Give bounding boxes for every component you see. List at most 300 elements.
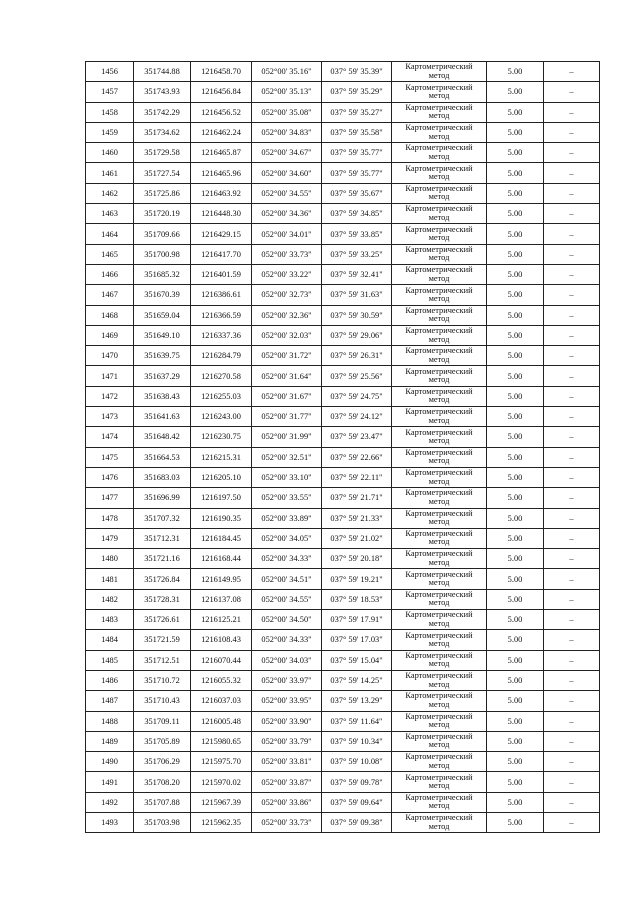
longitude-cell: 037° 59' 32.41" — [322, 264, 392, 284]
point-number-cell: 1475 — [86, 447, 134, 467]
accuracy-cell: 5.00 — [487, 122, 544, 142]
method-cell — [392, 204, 487, 224]
y-coordinate-cell: 1216197.50 — [191, 488, 252, 508]
note-cell: – — [544, 731, 600, 751]
method-cell — [392, 650, 487, 670]
accuracy-cell: 5.00 — [487, 731, 544, 751]
accuracy-cell: 5.00 — [487, 549, 544, 569]
x-coordinate-cell: 351734.62 — [134, 122, 191, 142]
method-cell — [392, 447, 487, 467]
y-coordinate-cell: 1216448.30 — [191, 204, 252, 224]
method-line-1: Картометрический — [405, 62, 473, 72]
method-line-2: метод — [428, 476, 450, 486]
longitude-cell: 037° 59' 21.02" — [322, 528, 392, 548]
latitude-cell: 052°00' 34.55" — [252, 589, 322, 609]
latitude-cell: 052°00' 32.03" — [252, 325, 322, 345]
accuracy-cell: 5.00 — [487, 508, 544, 528]
method-line-1: Картометрический — [405, 366, 473, 376]
y-coordinate-cell: 1215980.65 — [191, 731, 252, 751]
y-coordinate-cell: 1216070.44 — [191, 650, 252, 670]
note-cell: – — [544, 508, 600, 528]
latitude-cell: 052°00' 35.08" — [252, 102, 322, 122]
longitude-cell: 037° 59' 13.29" — [322, 691, 392, 711]
latitude-cell: 052°00' 34.01" — [252, 224, 322, 244]
method-line-1: Картометрический — [405, 813, 473, 823]
longitude-cell: 037° 59' 17.91" — [322, 610, 392, 630]
note-cell: – — [544, 467, 600, 487]
point-number-cell: 1471 — [86, 366, 134, 386]
accuracy-cell: 5.00 — [487, 711, 544, 731]
y-coordinate-cell: 1216168.44 — [191, 549, 252, 569]
accuracy-cell: 5.00 — [487, 447, 544, 467]
method-line-1: Картометрический — [405, 529, 473, 539]
table-row — [86, 467, 600, 487]
longitude-cell: 037° 59' 34.85" — [322, 204, 392, 224]
latitude-cell: 052°00' 34.33" — [252, 630, 322, 650]
method-line-2: метод — [428, 435, 450, 445]
method-line-2: метод — [428, 781, 450, 791]
accuracy-cell: 5.00 — [487, 670, 544, 690]
method-line-1: Картометрический — [405, 326, 473, 336]
longitude-cell: 037° 59' 33.85" — [322, 224, 392, 244]
y-coordinate-cell: 1216284.79 — [191, 346, 252, 366]
table-row — [86, 447, 600, 467]
note-cell: – — [544, 569, 600, 589]
method-line-2: метод — [428, 801, 450, 811]
accuracy-cell: 5.00 — [487, 163, 544, 183]
method-line-1: Картометрический — [405, 143, 473, 153]
note-cell: – — [544, 752, 600, 772]
accuracy-cell: 5.00 — [487, 305, 544, 325]
note-cell: – — [544, 549, 600, 569]
x-coordinate-cell: 351707.32 — [134, 508, 191, 528]
method-line-2: метод — [428, 618, 450, 628]
latitude-cell: 052°00' 33.55" — [252, 488, 322, 508]
x-coordinate-cell: 351685.32 — [134, 264, 191, 284]
latitude-cell: 052°00' 33.86" — [252, 792, 322, 812]
point-number-cell: 1465 — [86, 244, 134, 264]
method-cell — [392, 386, 487, 406]
latitude-cell: 052°00' 33.95" — [252, 691, 322, 711]
longitude-cell: 037° 59' 29.06" — [322, 325, 392, 345]
table-row — [86, 731, 600, 751]
note-cell: – — [544, 407, 600, 427]
method-line-2: метод — [428, 233, 450, 243]
x-coordinate-cell: 351638.43 — [134, 386, 191, 406]
table-row — [86, 752, 600, 772]
y-coordinate-cell: 1216205.10 — [191, 467, 252, 487]
y-coordinate-cell: 1216465.96 — [191, 163, 252, 183]
x-coordinate-cell: 351708.20 — [134, 772, 191, 792]
y-coordinate-cell: 1216386.61 — [191, 285, 252, 305]
latitude-cell: 052°00' 33.73" — [252, 244, 322, 264]
table-row — [86, 792, 600, 812]
accuracy-cell: 5.00 — [487, 752, 544, 772]
point-number-cell: 1457 — [86, 82, 134, 102]
point-number-cell: 1488 — [86, 711, 134, 731]
method-line-2: метод — [428, 273, 450, 283]
method-cell — [392, 731, 487, 751]
x-coordinate-cell: 351637.29 — [134, 366, 191, 386]
latitude-cell: 052°00' 34.36" — [252, 204, 322, 224]
method-line-1: Картометрический — [405, 447, 473, 457]
point-number-cell: 1463 — [86, 204, 134, 224]
x-coordinate-cell: 351709.66 — [134, 224, 191, 244]
y-coordinate-cell: 1215970.02 — [191, 772, 252, 792]
method-line-1: Картометрический — [405, 468, 473, 478]
table-body — [86, 62, 600, 833]
method-cell — [392, 264, 487, 284]
point-number-cell: 1460 — [86, 143, 134, 163]
point-number-cell: 1462 — [86, 183, 134, 203]
table-row — [86, 62, 600, 82]
method-line-1: Картометрический — [405, 488, 473, 498]
method-line-2: метод — [428, 334, 450, 344]
accuracy-cell: 5.00 — [487, 285, 544, 305]
point-number-cell: 1490 — [86, 752, 134, 772]
table-row — [86, 285, 600, 305]
longitude-cell: 037° 59' 24.75" — [322, 386, 392, 406]
x-coordinate-cell: 351683.03 — [134, 467, 191, 487]
method-cell — [392, 528, 487, 548]
y-coordinate-cell: 1216137.08 — [191, 589, 252, 609]
longitude-cell: 037° 59' 25.56" — [322, 366, 392, 386]
method-cell — [392, 569, 487, 589]
method-line-2: метод — [428, 70, 450, 80]
table-row — [86, 569, 600, 589]
accuracy-cell: 5.00 — [487, 630, 544, 650]
note-cell: – — [544, 346, 600, 366]
accuracy-cell: 5.00 — [487, 366, 544, 386]
method-line-1: Картометрический — [405, 671, 473, 681]
note-cell: – — [544, 325, 600, 345]
accuracy-cell: 5.00 — [487, 386, 544, 406]
accuracy-cell: 5.00 — [487, 691, 544, 711]
note-cell: – — [544, 670, 600, 690]
method-line-1: Картометрический — [405, 589, 473, 599]
accuracy-cell: 5.00 — [487, 224, 544, 244]
note-cell: – — [544, 62, 600, 82]
longitude-cell: 037° 59' 26.31" — [322, 346, 392, 366]
latitude-cell: 052°00' 33.22" — [252, 264, 322, 284]
y-coordinate-cell: 1216456.52 — [191, 102, 252, 122]
y-coordinate-cell: 1216230.75 — [191, 427, 252, 447]
longitude-cell: 037° 59' 21.33" — [322, 508, 392, 528]
table-row — [86, 772, 600, 792]
longitude-cell: 037° 59' 35.29" — [322, 82, 392, 102]
x-coordinate-cell: 351725.86 — [134, 183, 191, 203]
method-line-2: метод — [428, 638, 450, 648]
note-cell: – — [544, 610, 600, 630]
method-line-1: Картометрический — [405, 123, 473, 133]
point-number-cell: 1492 — [86, 792, 134, 812]
table-row — [86, 325, 600, 345]
note-cell: – — [544, 711, 600, 731]
accuracy-cell: 5.00 — [487, 244, 544, 264]
x-coordinate-cell: 351639.75 — [134, 346, 191, 366]
table-row — [86, 346, 600, 366]
y-coordinate-cell: 1216456.84 — [191, 82, 252, 102]
table-row — [86, 244, 600, 264]
accuracy-cell: 5.00 — [487, 82, 544, 102]
latitude-cell: 052°00' 32.36" — [252, 305, 322, 325]
note-cell: – — [544, 691, 600, 711]
method-line-1: Картометрический — [405, 204, 473, 214]
point-number-cell: 1458 — [86, 102, 134, 122]
table-row — [86, 610, 600, 630]
longitude-cell: 037° 59' 17.03" — [322, 630, 392, 650]
accuracy-cell: 5.00 — [487, 772, 544, 792]
accuracy-cell: 5.00 — [487, 325, 544, 345]
method-line-1: Картометрический — [405, 549, 473, 559]
point-number-cell: 1483 — [86, 610, 134, 630]
method-line-1: Картометрический — [405, 265, 473, 275]
x-coordinate-cell: 351744.88 — [134, 62, 191, 82]
table-row — [86, 163, 600, 183]
note-cell: – — [544, 488, 600, 508]
method-line-2: метод — [428, 557, 450, 567]
method-line-1: Картометрический — [405, 407, 473, 417]
latitude-cell: 052°00' 31.72" — [252, 346, 322, 366]
longitude-cell: 037° 59' 33.25" — [322, 244, 392, 264]
point-number-cell: 1474 — [86, 427, 134, 447]
method-line-1: Картометрический — [405, 569, 473, 579]
note-cell: – — [544, 305, 600, 325]
y-coordinate-cell: 1216055.32 — [191, 670, 252, 690]
method-line-2: метод — [428, 517, 450, 527]
method-cell — [392, 407, 487, 427]
longitude-cell: 037° 59' 35.27" — [322, 102, 392, 122]
accuracy-cell: 5.00 — [487, 528, 544, 548]
method-line-2: метод — [428, 679, 450, 689]
method-cell — [392, 102, 487, 122]
y-coordinate-cell: 1216243.00 — [191, 407, 252, 427]
table-row — [86, 204, 600, 224]
method-line-1: Картометрический — [405, 346, 473, 356]
longitude-cell: 037° 59' 11.64" — [322, 711, 392, 731]
note-cell: – — [544, 285, 600, 305]
latitude-cell: 052°00' 35.16" — [252, 62, 322, 82]
method-line-1: Картометрический — [405, 752, 473, 762]
x-coordinate-cell: 351696.99 — [134, 488, 191, 508]
note-cell: – — [544, 650, 600, 670]
method-line-2: метод — [428, 90, 450, 100]
longitude-cell: 037° 59' 35.67" — [322, 183, 392, 203]
table-row — [86, 488, 600, 508]
y-coordinate-cell: 1216149.95 — [191, 569, 252, 589]
note-cell: – — [544, 143, 600, 163]
x-coordinate-cell: 351712.51 — [134, 650, 191, 670]
note-cell: – — [544, 447, 600, 467]
table-row — [86, 508, 600, 528]
method-line-1: Картометрический — [405, 163, 473, 173]
note-cell: – — [544, 163, 600, 183]
latitude-cell: 052°00' 34.60" — [252, 163, 322, 183]
accuracy-cell: 5.00 — [487, 102, 544, 122]
method-cell — [392, 772, 487, 792]
point-number-cell: 1464 — [86, 224, 134, 244]
method-cell — [392, 183, 487, 203]
x-coordinate-cell: 351649.10 — [134, 325, 191, 345]
x-coordinate-cell: 351648.42 — [134, 427, 191, 447]
x-coordinate-cell: 351720.19 — [134, 204, 191, 224]
method-line-1: Картометрический — [405, 184, 473, 194]
y-coordinate-cell: 1216465.87 — [191, 143, 252, 163]
accuracy-cell: 5.00 — [487, 204, 544, 224]
latitude-cell: 052°00' 33.89" — [252, 508, 322, 528]
point-number-cell: 1470 — [86, 346, 134, 366]
method-line-2: метод — [428, 659, 450, 669]
method-cell — [392, 305, 487, 325]
latitude-cell: 052°00' 31.64" — [252, 366, 322, 386]
table-row — [86, 691, 600, 711]
longitude-cell: 037° 59' 10.08" — [322, 752, 392, 772]
latitude-cell: 052°00' 31.77" — [252, 407, 322, 427]
note-cell: – — [544, 264, 600, 284]
latitude-cell: 052°00' 33.81" — [252, 752, 322, 772]
method-line-2: метод — [428, 111, 450, 121]
x-coordinate-cell: 351709.11 — [134, 711, 191, 731]
accuracy-cell: 5.00 — [487, 427, 544, 447]
accuracy-cell: 5.00 — [487, 812, 544, 832]
latitude-cell: 052°00' 31.99" — [252, 427, 322, 447]
latitude-cell: 052°00' 33.97" — [252, 670, 322, 690]
method-line-2: метод — [428, 151, 450, 161]
method-cell — [392, 589, 487, 609]
accuracy-cell: 5.00 — [487, 407, 544, 427]
method-line-2: метод — [428, 395, 450, 405]
point-number-cell: 1472 — [86, 386, 134, 406]
longitude-cell: 037° 59' 09.64" — [322, 792, 392, 812]
method-cell — [392, 630, 487, 650]
point-number-cell: 1484 — [86, 630, 134, 650]
longitude-cell: 037° 59' 35.77" — [322, 143, 392, 163]
longitude-cell: 037° 59' 20.18" — [322, 549, 392, 569]
point-number-cell: 1491 — [86, 772, 134, 792]
latitude-cell: 052°00' 33.73" — [252, 812, 322, 832]
x-coordinate-cell: 351727.54 — [134, 163, 191, 183]
point-number-cell: 1477 — [86, 488, 134, 508]
x-coordinate-cell: 351726.84 — [134, 569, 191, 589]
method-cell — [392, 792, 487, 812]
y-coordinate-cell: 1216463.92 — [191, 183, 252, 203]
latitude-cell: 052°00' 34.83" — [252, 122, 322, 142]
latitude-cell: 052°00' 34.03" — [252, 650, 322, 670]
table-row — [86, 630, 600, 650]
table-row — [86, 102, 600, 122]
note-cell: – — [544, 204, 600, 224]
point-number-cell: 1489 — [86, 731, 134, 751]
y-coordinate-cell: 1216417.70 — [191, 244, 252, 264]
y-coordinate-cell: 1216429.15 — [191, 224, 252, 244]
table-row — [86, 427, 600, 447]
point-number-cell: 1487 — [86, 691, 134, 711]
latitude-cell: 052°00' 33.87" — [252, 772, 322, 792]
note-cell: – — [544, 386, 600, 406]
table-row — [86, 82, 600, 102]
longitude-cell: 037° 59' 22.11" — [322, 467, 392, 487]
longitude-cell: 037° 59' 35.77" — [322, 163, 392, 183]
x-coordinate-cell: 351706.29 — [134, 752, 191, 772]
x-coordinate-cell: 351670.39 — [134, 285, 191, 305]
x-coordinate-cell: 351707.88 — [134, 792, 191, 812]
y-coordinate-cell: 1216037.03 — [191, 691, 252, 711]
method-cell — [392, 691, 487, 711]
note-cell: – — [544, 82, 600, 102]
method-cell — [392, 488, 487, 508]
longitude-cell: 037° 59' 24.12" — [322, 407, 392, 427]
method-cell — [392, 508, 487, 528]
latitude-cell: 052°00' 34.50" — [252, 610, 322, 630]
point-number-cell: 1461 — [86, 163, 134, 183]
table-row — [86, 711, 600, 731]
accuracy-cell: 5.00 — [487, 569, 544, 589]
x-coordinate-cell: 351728.31 — [134, 589, 191, 609]
method-line-1: Картометрический — [405, 732, 473, 742]
y-coordinate-cell: 1216401.59 — [191, 264, 252, 284]
method-line-2: метод — [428, 314, 450, 324]
method-line-1: Картометрический — [405, 691, 473, 701]
latitude-cell: 052°00' 35.13" — [252, 82, 322, 102]
method-line-2: метод — [428, 760, 450, 770]
accuracy-cell: 5.00 — [487, 488, 544, 508]
note-cell: – — [544, 772, 600, 792]
longitude-cell: 037° 59' 21.71" — [322, 488, 392, 508]
x-coordinate-cell: 351710.72 — [134, 670, 191, 690]
accuracy-cell: 5.00 — [487, 650, 544, 670]
method-line-1: Картометрический — [405, 792, 473, 802]
method-line-2: метод — [428, 212, 450, 222]
table-row — [86, 528, 600, 548]
method-cell — [392, 549, 487, 569]
latitude-cell: 052°00' 34.05" — [252, 528, 322, 548]
method-cell — [392, 62, 487, 82]
point-number-cell: 1479 — [86, 528, 134, 548]
method-cell — [392, 82, 487, 102]
y-coordinate-cell: 1216458.70 — [191, 62, 252, 82]
table-row — [86, 366, 600, 386]
y-coordinate-cell: 1216005.48 — [191, 711, 252, 731]
longitude-cell: 037° 59' 18.53" — [322, 589, 392, 609]
table-row — [86, 143, 600, 163]
method-line-2: метод — [428, 131, 450, 141]
method-line-1: Картометрический — [405, 82, 473, 92]
method-cell — [392, 812, 487, 832]
method-line-2: метод — [428, 375, 450, 385]
accuracy-cell: 5.00 — [487, 346, 544, 366]
method-line-2: метод — [428, 537, 450, 547]
longitude-cell: 037° 59' 31.63" — [322, 285, 392, 305]
method-line-1: Картометрический — [405, 610, 473, 620]
point-number-cell: 1478 — [86, 508, 134, 528]
x-coordinate-cell: 351721.59 — [134, 630, 191, 650]
note-cell: – — [544, 792, 600, 812]
y-coordinate-cell: 1216184.45 — [191, 528, 252, 548]
method-cell — [392, 346, 487, 366]
method-line-1: Картометрический — [405, 244, 473, 254]
method-cell — [392, 325, 487, 345]
latitude-cell: 052°00' 34.51" — [252, 569, 322, 589]
method-cell — [392, 752, 487, 772]
table-row — [86, 670, 600, 690]
x-coordinate-cell: 351710.43 — [134, 691, 191, 711]
method-line-1: Картометрический — [405, 650, 473, 660]
note-cell: – — [544, 366, 600, 386]
accuracy-cell: 5.00 — [487, 143, 544, 163]
method-line-1: Картометрический — [405, 508, 473, 518]
method-cell — [392, 244, 487, 264]
coordinates-table — [85, 61, 600, 833]
